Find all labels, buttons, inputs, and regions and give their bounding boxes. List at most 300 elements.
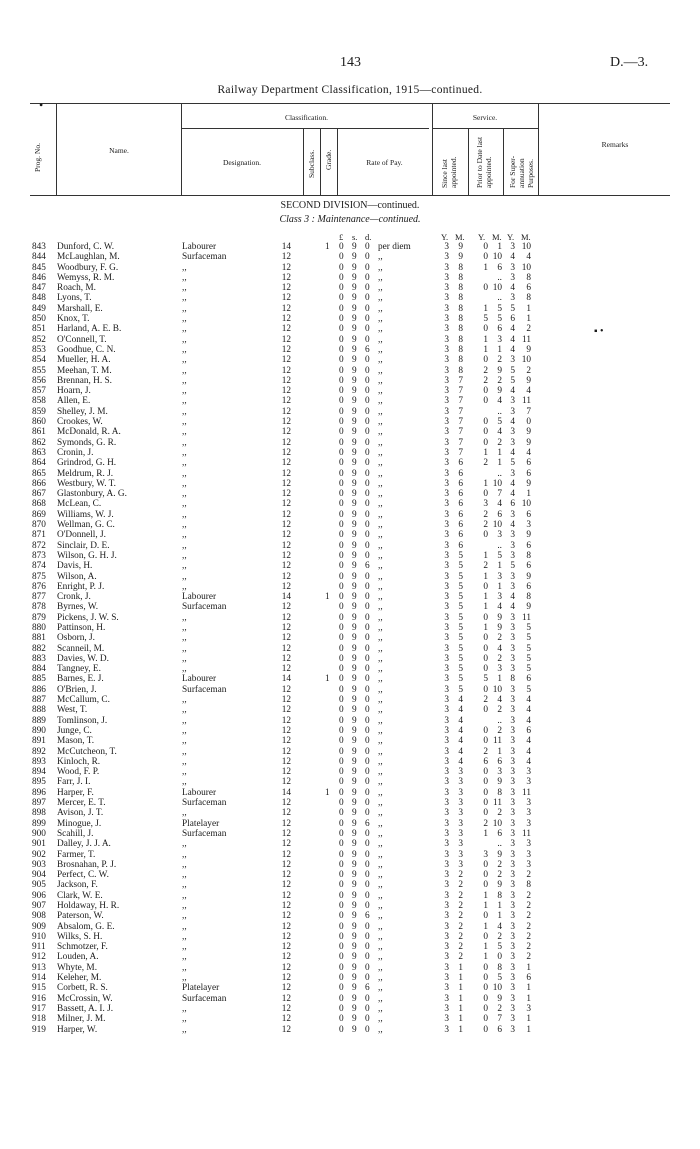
cell-desig: ,,: [182, 540, 187, 551]
cell-name: Wemyss, R. M.: [57, 272, 115, 283]
header-name: Name.: [109, 146, 129, 155]
cell-desig: ,,: [182, 375, 187, 386]
cell-sy: 3: [444, 952, 449, 963]
cell-s: 9: [352, 406, 357, 417]
cell-sub: 12: [281, 664, 291, 675]
cell-fy: 3: [510, 695, 515, 706]
cell-d: 0: [365, 664, 370, 675]
cell-desig: ,,: [182, 499, 187, 510]
cell-sy: 3: [444, 787, 449, 798]
table-row: [0, 273, 700, 283]
cell-desig: ,,: [182, 890, 187, 901]
cell-fy: 5: [510, 365, 515, 376]
cell-sy: 3: [444, 592, 449, 603]
cell-sm: 5: [458, 592, 463, 603]
cell-py: 2: [483, 458, 488, 469]
cell-no: 859: [32, 406, 46, 417]
cell-d: 0: [365, 684, 370, 695]
cell-pm: 3: [497, 571, 502, 582]
cell-desig: ,,: [182, 911, 187, 922]
cell-sub: 12: [281, 468, 291, 479]
cell-d: 0: [365, 530, 370, 541]
cell-fy: 3: [510, 509, 515, 520]
cell-fy: 4: [510, 334, 515, 345]
document-reference: D.—3.: [610, 55, 649, 70]
cell-sm: 5: [458, 550, 463, 561]
cell-pm: 2: [497, 437, 502, 448]
cell-fm: 2: [526, 901, 531, 911]
cell-sm: 8: [458, 334, 463, 345]
cell-fm: 2: [526, 921, 531, 932]
cell-name: Minogue, J.: [57, 818, 102, 829]
cell-s: 9: [352, 561, 357, 572]
cell-pm: 1: [497, 901, 502, 911]
cell-name: Absalom, G. E.: [57, 921, 115, 932]
cell-sy: 3: [444, 756, 449, 767]
cell-py: 1: [483, 447, 488, 458]
cell-sub: 12: [281, 715, 291, 726]
cell-sy: 3: [444, 911, 449, 922]
cell-desig: ,,: [182, 839, 187, 850]
cell-per: ,,: [378, 921, 383, 932]
cell-d: 0: [365, 468, 370, 479]
cell-name: Farmer, T.: [57, 849, 96, 860]
cell-s: 9: [352, 901, 357, 911]
cell-name: Avison, J. T.: [57, 808, 104, 819]
cell-sm: 6: [458, 478, 463, 489]
cell-no: 850: [32, 314, 46, 325]
cell-desig: ,,: [182, 262, 187, 273]
cell-name: Tomlinson, J.: [57, 715, 108, 726]
cell-fm: 1: [526, 993, 531, 1004]
cell-desig: ,,: [182, 283, 187, 294]
table-row: [0, 551, 700, 561]
cell-no: 881: [32, 633, 46, 644]
cell-d: 0: [365, 643, 370, 654]
cell-l: 0: [339, 365, 344, 376]
cell-sub: 12: [281, 314, 291, 325]
cell-sub: 12: [281, 581, 291, 592]
cell-sub: 12: [281, 756, 291, 767]
cell-per: ,,: [378, 839, 383, 850]
cell-py: 0: [483, 973, 488, 984]
cell-l: 0: [339, 993, 344, 1004]
cell-fm: 6: [526, 283, 531, 294]
cell-d: 0: [365, 725, 370, 736]
cell-no: 911: [32, 942, 46, 953]
cell-sub: 12: [281, 571, 291, 582]
header-designation: Designation.: [222, 158, 262, 167]
table-row: [0, 541, 700, 551]
cell-fy: 3: [510, 643, 515, 654]
cell-py: 0: [483, 664, 488, 675]
cell-sm: 8: [458, 293, 463, 304]
table-row: [0, 870, 700, 880]
cell-sm: 3: [458, 818, 463, 829]
cell-desig: Surfaceman: [182, 252, 227, 263]
unit-years: Y.: [507, 232, 515, 242]
cell-per: ,,: [378, 540, 383, 551]
cell-sy: 3: [444, 849, 449, 860]
cell-d: 0: [365, 427, 370, 438]
cell-fy: 3: [510, 633, 515, 644]
cell-fm: 6: [526, 458, 531, 469]
cell-fm: 8: [526, 550, 531, 561]
cell-per: ,,: [378, 787, 383, 798]
cell-per: ,,: [378, 375, 383, 386]
cell-no: 912: [32, 952, 46, 963]
cell-s: 9: [352, 571, 357, 582]
cell-name: Keleher, M.: [57, 973, 102, 984]
cell-fy: 3: [510, 983, 515, 994]
cell-desig: ,,: [182, 520, 187, 531]
cell-sy: 3: [444, 880, 449, 891]
cell-per: ,,: [378, 447, 383, 458]
cell-pm: 2: [497, 653, 502, 664]
cell-fm: 1: [526, 314, 531, 325]
cell-pm: 1: [497, 674, 502, 685]
cell-name: McLean, C.: [57, 499, 102, 510]
cell-l: 0: [339, 386, 344, 397]
cell-desig: ,,: [182, 705, 187, 716]
cell-desig: ,,: [182, 808, 187, 819]
cell-sm: 5: [458, 602, 463, 613]
table-row: [0, 386, 700, 396]
cell-d: 0: [365, 633, 370, 644]
col-rule: [503, 128, 504, 195]
cell-sub: 12: [281, 1014, 291, 1025]
cell-no: 873: [32, 550, 46, 561]
cell-l: 0: [339, 684, 344, 695]
cell-sub: 12: [281, 818, 291, 829]
cell-sm: 3: [458, 849, 463, 860]
cell-sm: 1: [458, 962, 463, 973]
cell-d: 0: [365, 993, 370, 1004]
cell-sub: 12: [281, 725, 291, 736]
cell-fm: 9: [526, 375, 531, 386]
cell-per: ,,: [378, 818, 383, 829]
table-row: [0, 417, 700, 427]
page-number: 143: [340, 55, 361, 70]
cell-per: ,,: [378, 653, 383, 664]
table-row: [0, 283, 700, 293]
cell-name: Knox, T.: [57, 314, 90, 325]
cell-s: 9: [352, 849, 357, 860]
cell-sub: 12: [281, 303, 291, 314]
cell-desig: ,,: [182, 695, 187, 706]
cell-sm: 2: [458, 921, 463, 932]
cell-sy: 3: [444, 262, 449, 273]
cell-sy: 3: [444, 530, 449, 541]
cell-sub: 12: [281, 324, 291, 335]
cell-no: 847: [32, 283, 46, 294]
cell-sub: 12: [281, 365, 291, 376]
cell-pm: 10: [492, 983, 502, 994]
cell-py: 0: [483, 1003, 488, 1014]
cell-per: ,,: [378, 664, 383, 675]
cell-sub: 12: [281, 633, 291, 644]
cell-desig: ,,: [182, 406, 187, 417]
cell-per: ,,: [378, 417, 383, 428]
cell-sy: 3: [444, 550, 449, 561]
cell-per: ,,: [378, 973, 383, 984]
cell-name: Perfect, C. W.: [57, 870, 109, 881]
cell-no: 914: [32, 973, 46, 984]
cell-per: ,,: [378, 633, 383, 644]
cell-fm: 8: [526, 880, 531, 891]
cell-per: ,,: [378, 262, 383, 273]
cell-s: 9: [352, 725, 357, 736]
cell-per: ,,: [378, 458, 383, 469]
cell-s: 9: [352, 715, 357, 726]
table-row: [0, 530, 700, 540]
cell-s: 9: [352, 262, 357, 273]
cell-sy: 3: [444, 1024, 449, 1035]
table-row: [0, 757, 700, 767]
cell-l: 0: [339, 468, 344, 479]
cell-no: 868: [32, 499, 46, 510]
cell-name: Holdaway, H. R.: [57, 901, 120, 911]
cell-sy: 3: [444, 355, 449, 366]
cell-s: 9: [352, 417, 357, 428]
cell-fy: 5: [510, 458, 515, 469]
cell-l: 0: [339, 478, 344, 489]
cell-desig: Surfaceman: [182, 684, 227, 695]
cell-sub: 12: [281, 520, 291, 531]
cell-sm: 3: [458, 859, 463, 870]
cell-s: 9: [352, 293, 357, 304]
cell-per: ,,: [378, 777, 383, 788]
cell-s: 9: [352, 509, 357, 520]
cell-desig: ,,: [182, 303, 187, 314]
cell-per: ,,: [378, 643, 383, 654]
cell-sm: 1: [458, 1024, 463, 1035]
cell-sub: 12: [281, 962, 291, 973]
cell-name: Clark, W. E.: [57, 890, 103, 901]
cell-fm: 11: [522, 334, 531, 345]
cell-sy: 3: [444, 344, 449, 355]
cell-name: West, T.: [57, 705, 88, 716]
header-superannuation: For Super-annuation Purposes.: [508, 155, 535, 188]
header-grade: Grade.: [324, 149, 333, 170]
cell-pm: 2: [497, 870, 502, 881]
cell-desig: ,,: [182, 870, 187, 881]
cell-l: 0: [339, 715, 344, 726]
cell-sm: 5: [458, 653, 463, 664]
cell-d: 0: [365, 324, 370, 335]
cell-fy: 3: [510, 1003, 515, 1014]
cell-pm: 2: [497, 931, 502, 942]
table-row: [0, 716, 700, 726]
cell-fm: 5: [526, 622, 531, 633]
cell-py: 1: [483, 334, 488, 345]
cell-per: ,,: [378, 561, 383, 572]
cell-name: McCallum, C.: [57, 695, 110, 706]
cell-d: 0: [365, 839, 370, 850]
cell-fm: 3: [526, 777, 531, 788]
header-rate-of-pay: Rate of Pay.: [366, 158, 403, 167]
cell-d: 0: [365, 499, 370, 510]
cell-d: 0: [365, 1024, 370, 1035]
cell-name: Enright, P. J.: [57, 581, 105, 592]
table-row: [0, 582, 700, 592]
cell-fm: 4: [526, 386, 531, 397]
cell-d: 0: [365, 653, 370, 664]
cell-sub: 12: [281, 839, 291, 850]
cell-py: 1: [483, 592, 488, 603]
cell-d: 6: [365, 344, 370, 355]
table-row: [0, 633, 700, 643]
cell-sy: 3: [444, 705, 449, 716]
col-rule: [538, 103, 539, 195]
table-row: [0, 850, 700, 860]
cell-fy: 3: [510, 437, 515, 448]
cell-desig: ,,: [182, 314, 187, 325]
cell-pm: 5: [497, 973, 502, 984]
cell-d: 0: [365, 695, 370, 706]
cell-py: 1: [483, 952, 488, 963]
cell-grade: 1: [325, 674, 330, 685]
table-row: [0, 335, 700, 345]
table-row: [0, 355, 700, 365]
cell-py: 2: [483, 695, 488, 706]
cell-d: 0: [365, 674, 370, 685]
cell-sm: 3: [458, 828, 463, 839]
cell-sm: 6: [458, 468, 463, 479]
cell-per: ,,: [378, 272, 383, 283]
cell-fm: 2: [526, 931, 531, 942]
cell-sub: 12: [281, 983, 291, 994]
table-row: [0, 880, 700, 890]
cell-fm: 9: [526, 530, 531, 541]
cell-s: 9: [352, 674, 357, 685]
cell-fy: 3: [510, 952, 515, 963]
cell-name: Louden, A.: [57, 952, 99, 963]
cell-py: 2: [483, 520, 488, 531]
cell-name: Scahill, J.: [57, 828, 94, 839]
cell-l: 0: [339, 674, 344, 685]
cell-sy: 3: [444, 489, 449, 500]
cell-d: 0: [365, 571, 370, 582]
cell-fm: 10: [521, 262, 531, 273]
cell-desig: ,,: [182, 633, 187, 644]
table-row: [0, 489, 700, 499]
cell-sub: 12: [281, 530, 291, 541]
cell-per: ,,: [378, 406, 383, 417]
cell-desig: Labourer: [182, 242, 217, 252]
cell-d: 0: [365, 458, 370, 469]
cell-s: 9: [352, 942, 357, 953]
cell-d: 0: [365, 375, 370, 386]
cell-sy: 3: [444, 1014, 449, 1025]
cell-d: 0: [365, 828, 370, 839]
cell-s: 9: [352, 653, 357, 664]
cell-fy: 3: [510, 550, 515, 561]
cell-sub: 12: [281, 736, 291, 747]
cell-pm: ..: [497, 406, 502, 417]
cell-desig: ,,: [182, 344, 187, 355]
cell-sub: 12: [281, 911, 291, 922]
cell-s: 9: [352, 334, 357, 345]
cell-py: 2: [483, 375, 488, 386]
cell-d: 0: [365, 622, 370, 633]
cell-pm: 2: [497, 725, 502, 736]
cell-no: 860: [32, 417, 46, 428]
cell-d: 6: [365, 983, 370, 994]
cell-fy: 3: [510, 355, 515, 366]
table-row: [0, 747, 700, 757]
cell-pm: 5: [497, 550, 502, 561]
cell-fm: 4: [526, 746, 531, 757]
cell-d: 0: [365, 1003, 370, 1014]
cell-l: 0: [339, 612, 344, 623]
cell-desig: ,,: [182, 1003, 187, 1014]
cell-l: 0: [339, 911, 344, 922]
cell-d: 0: [365, 808, 370, 819]
cell-s: 9: [352, 499, 357, 510]
cell-sub: 12: [281, 489, 291, 500]
cell-s: 9: [352, 478, 357, 489]
cell-sub: 12: [281, 798, 291, 809]
cell-d: 0: [365, 952, 370, 963]
cell-name: Mercer, E. T.: [57, 798, 106, 809]
cell-desig: ,,: [182, 561, 187, 572]
cell-d: 0: [365, 489, 370, 500]
cell-no: 878: [32, 602, 46, 613]
cell-per: ,,: [378, 808, 383, 819]
cell-py: 0: [483, 417, 488, 428]
cell-l: 0: [339, 705, 344, 716]
cell-pm: ..: [497, 272, 502, 283]
cell-fm: 1: [526, 1024, 531, 1035]
cell-name: McDonald, R. A.: [57, 427, 121, 438]
cell-fy: 3: [510, 612, 515, 623]
cell-pm: 6: [497, 1024, 502, 1035]
cell-l: 0: [339, 447, 344, 458]
cell-l: 0: [339, 324, 344, 335]
cell-pm: 2: [497, 705, 502, 716]
cell-sm: 2: [458, 890, 463, 901]
cell-sy: 3: [444, 993, 449, 1004]
cell-no: 891: [32, 736, 46, 747]
cell-fm: 6: [526, 468, 531, 479]
margin-dot: •: [39, 98, 44, 112]
cell-no: 861: [32, 427, 46, 438]
cell-d: 0: [365, 550, 370, 561]
cell-sm: 8: [458, 283, 463, 294]
cell-sub: 12: [281, 901, 291, 911]
cell-desig: ,,: [182, 293, 187, 304]
cell-fy: 3: [510, 818, 515, 829]
cell-pm: 10: [492, 478, 502, 489]
cell-s: 9: [352, 612, 357, 623]
cell-fm: 4: [526, 252, 531, 263]
table-row: [0, 407, 700, 417]
cell-s: 9: [352, 447, 357, 458]
cell-sub: 12: [281, 1024, 291, 1035]
cell-py: 2: [483, 509, 488, 520]
cell-fy: 3: [510, 870, 515, 881]
cell-pm: 2: [497, 1003, 502, 1014]
cell-d: 0: [365, 715, 370, 726]
cell-fm: 6: [526, 540, 531, 551]
cell-sub: 12: [281, 777, 291, 788]
cell-no: 917: [32, 1003, 46, 1014]
cell-l: 0: [339, 828, 344, 839]
cell-per: ,,: [378, 880, 383, 891]
cell-no: 871: [32, 530, 46, 541]
cell-d: 0: [365, 355, 370, 366]
